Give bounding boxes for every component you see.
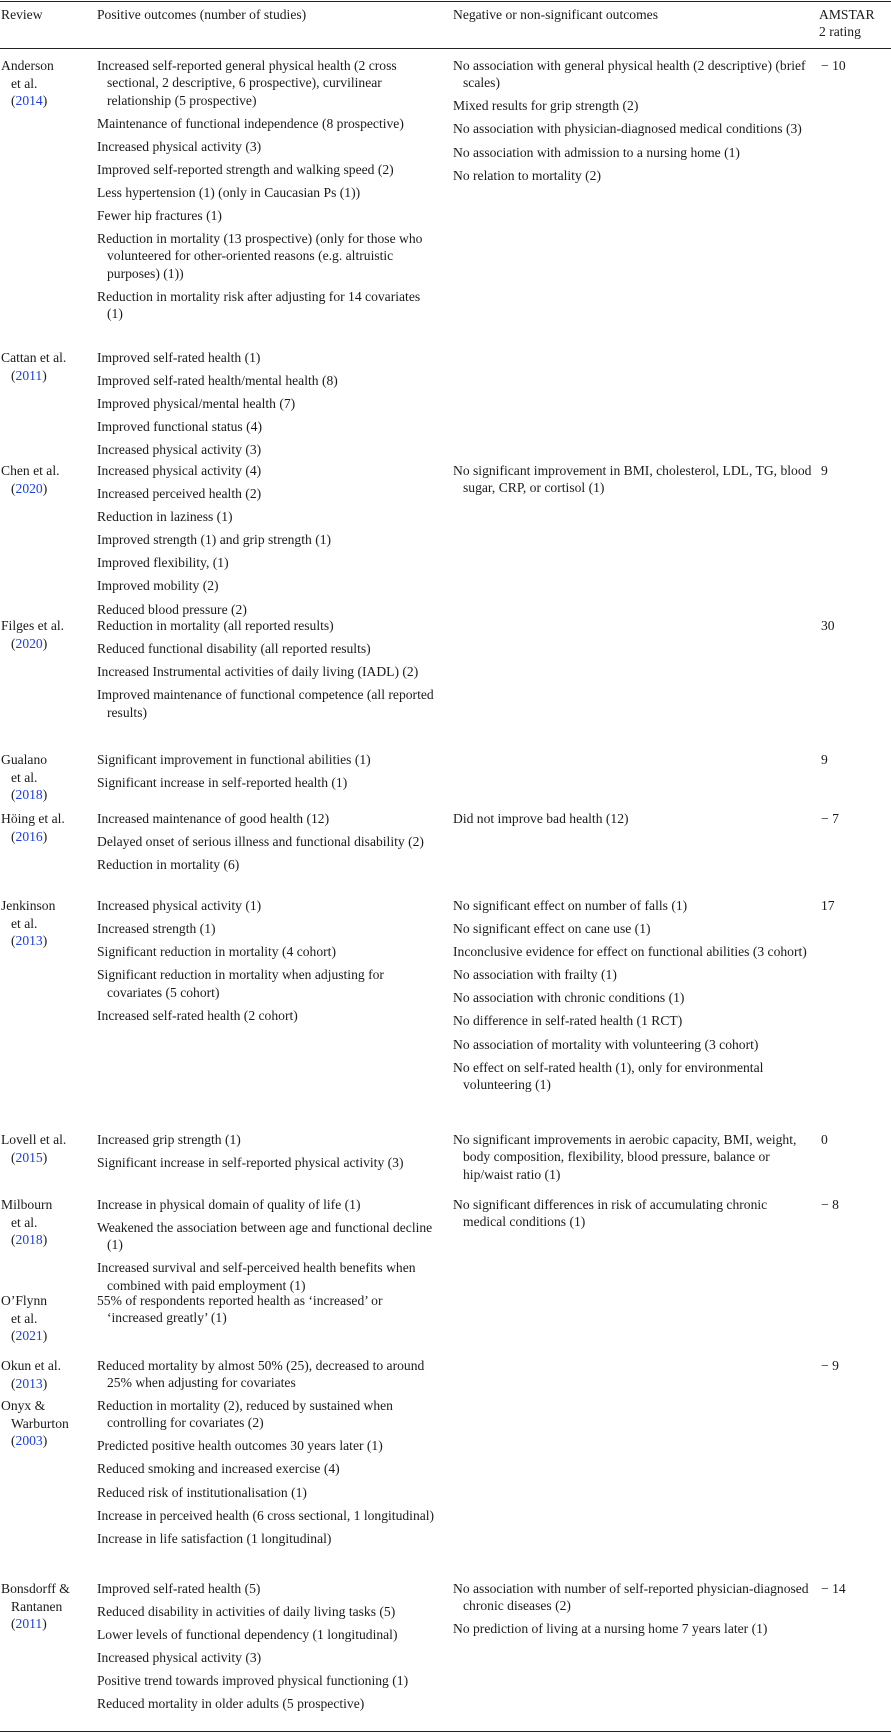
positive-outcomes-cell <box>97 57 437 322</box>
positive-outcomes-cell <box>97 1292 437 1327</box>
amstar-rating: − 8 <box>821 1197 839 1212</box>
review-cell <box>1 1580 89 1633</box>
review-cell <box>1 57 89 110</box>
positive-outcomes-cell <box>97 897 437 1024</box>
positive-outcome-item: Increased self-reported general physical health (2 cross sectional, 2 descriptive, 6 prospective), curvilinear relationship (5 prospective) <box>97 58 397 108</box>
positive-outcomes-cell <box>97 349 437 459</box>
table-bottom-rule <box>0 1731 891 1732</box>
header-review: Review <box>1 7 43 22</box>
positive-outcome-item: Less hypertension (1) (only in Caucasian Ps (1)) <box>97 184 361 200</box>
positive-outcome-item: Improved flexibility, (1) <box>97 555 229 571</box>
amstar-rating: 30 <box>821 618 835 633</box>
positive-outcome-item: Reduction in mortality (2), reduced by sustained when controlling for covariates (2) <box>97 1398 393 1431</box>
positive-outcome-item: Improved strength (1) and grip strength (1) <box>97 532 332 548</box>
positive-outcome-item: Increased physical activity (3) <box>97 442 262 458</box>
positive-outcome-item: Improved mobility (2) <box>97 578 219 594</box>
negative-outcome-item: No relation to mortality (2) <box>453 167 601 183</box>
positive-outcome-item: Lower levels of functional dependency (1 longitudinal) <box>97 1627 398 1643</box>
review-cell <box>1 1196 89 1249</box>
positive-outcomes-cell <box>97 751 437 791</box>
review-year: (2015) <box>11 1149 48 1165</box>
year-link[interactable]: 2014 <box>15 93 43 108</box>
review-year: (2018) <box>11 1232 48 1247</box>
positive-outcome-item: Reduced mortality in older adults (5 prospective) <box>97 1696 365 1712</box>
negative-outcome-item: No significant improvements in aerobic capacity, BMI, weight, body composition, flexibility, blood pressure, balance or hip/waist ratio (1) <box>453 1132 797 1182</box>
negative-outcome-item: No association with admission to a nursing home (1) <box>453 144 740 160</box>
review-year: (2020) <box>11 635 48 651</box>
positive-outcome-item: Increased survival and self-perceived health benefits when combined with paid employment (1) <box>97 1260 416 1293</box>
negative-outcome-item: No association with physician-diagnosed medical conditions (3) <box>453 121 802 137</box>
positive-outcome-item: Increased self-rated health (2 cohort) <box>97 1007 298 1023</box>
positive-outcome-item: Reduction in mortality (all reported results) <box>97 618 334 633</box>
review-year: (2011) <box>11 367 47 383</box>
year-link[interactable]: 2020 <box>15 635 43 651</box>
positive-outcome-item: Reduced blood pressure (2) <box>97 601 247 617</box>
positive-outcome-item: Reduced risk of institutionalisation (1) <box>97 1484 307 1500</box>
header-negative-outcomes: Negative or non-significant outcomes <box>453 7 658 22</box>
positive-outcomes-cell <box>97 1131 437 1171</box>
review-author-cont: et al. <box>11 1214 38 1230</box>
negative-outcome-item: No significant effect on cane use (1) <box>453 921 651 937</box>
positive-outcome-item: Increase in physical domain of quality of life (1) <box>97 1197 361 1212</box>
positive-outcome-item: Significant improvement in functional abilities (1) <box>97 752 371 767</box>
review-cell <box>1 617 89 652</box>
negative-outcome-item: No significant differences in risk of accumulating chronic medical conditions (1) <box>453 1197 768 1230</box>
amstar-rating: − 10 <box>821 58 846 73</box>
review-cell <box>1 1292 89 1345</box>
review-year: (2014) <box>11 93 48 108</box>
negative-outcome-item: No difference in self-rated health (1 RCT) <box>453 1013 683 1029</box>
review-author: Chen et al. <box>1 463 60 478</box>
review-cell <box>1 751 89 804</box>
positive-outcome-item: Significant increase in self-reported health (1) <box>97 775 348 791</box>
year-link[interactable]: 2016 <box>15 828 43 844</box>
amstar-rating: 9 <box>821 752 828 767</box>
review-author-cont: et al. <box>11 1310 38 1326</box>
year-link[interactable]: 2018 <box>15 1232 43 1247</box>
header-positive-outcomes: Positive outcomes (number of studies) <box>97 7 307 22</box>
positive-outcome-item: Reduced disability in activities of daily living tasks (5) <box>97 1604 396 1620</box>
positive-outcome-item: Weakened the association between age and functional decline (1) <box>97 1220 433 1253</box>
positive-outcomes-cell <box>97 617 437 721</box>
positive-outcome-item: Significant reduction in mortality when adjusting for covariates (5 cohort) <box>97 967 384 1000</box>
review-author: Bonsdorff & <box>1 1581 70 1596</box>
review-author-cont: Warburton <box>11 1415 69 1431</box>
year-link[interactable]: 2003 <box>15 1433 43 1448</box>
review-author-cont: et al. <box>11 769 38 785</box>
amstar-rating: − 7 <box>821 811 839 826</box>
review-author: Lovell et al. <box>1 1132 67 1147</box>
review-cell <box>1 1397 89 1450</box>
positive-outcome-item: Predicted positive health outcomes 30 years later (1) <box>97 1438 383 1454</box>
review-author-cont: Rantanen <box>11 1598 63 1614</box>
negative-outcomes-cell <box>453 810 813 827</box>
negative-outcome-item: No association with frailty (1) <box>453 967 617 983</box>
positive-outcome-item: Delayed onset of serious illness and functional disability (2) <box>97 834 424 850</box>
review-cell <box>1 349 89 384</box>
negative-outcome-item: No prediction of living at a nursing home 7 years later (1) <box>453 1621 768 1637</box>
positive-outcome-item: Increased physical activity (3) <box>97 1650 262 1666</box>
negative-outcome-item: No association with general physical health (2 descriptive) (brief scales) <box>453 58 806 91</box>
review-author: O’Flynn <box>1 1293 48 1308</box>
year-link[interactable]: 2013 <box>15 933 43 948</box>
positive-outcome-item: Significant reduction in mortality (4 cohort) <box>97 944 336 960</box>
positive-outcome-item: Reduction in mortality (13 prospective) (only for those who volunteered for other-oriented reasons (e.g. altruistic purposes) (1)) <box>97 231 423 281</box>
positive-outcomes-cell <box>97 810 437 873</box>
negative-outcome-item: No significant effect on number of falls (1) <box>453 898 688 913</box>
review-year: (2020) <box>11 480 48 496</box>
review-year: (2011) <box>11 1616 47 1631</box>
review-cell <box>1 897 89 950</box>
positive-outcome-item: Increased physical activity (3) <box>97 138 262 154</box>
positive-outcome-item: Improved maintenance of functional competence (all reported results) <box>97 687 434 720</box>
negative-outcome-item: Mixed results for grip strength (2) <box>453 98 639 114</box>
year-link[interactable]: 2011 <box>15 1616 43 1631</box>
year-link[interactable]: 2020 <box>15 480 43 496</box>
positive-outcome-item: Improved self-rated health (1) <box>97 350 261 365</box>
negative-outcomes-cell <box>453 1196 813 1231</box>
negative-outcome-item: No effect on self-rated health (1), only for environmental volunteering (1) <box>453 1059 764 1092</box>
positive-outcome-item: Maintenance of functional independence (8 prospective) <box>97 115 404 131</box>
positive-outcome-item: Reduction in laziness (1) <box>97 509 233 525</box>
review-year: (2013) <box>11 1375 48 1391</box>
positive-outcome-item: Increased perceived health (2) <box>97 486 262 502</box>
table-top-rule <box>0 1 891 2</box>
negative-outcomes-cell <box>453 1131 813 1183</box>
year-link[interactable]: 2018 <box>15 787 43 802</box>
year-link[interactable]: 2011 <box>15 367 43 383</box>
positive-outcome-item: Significant increase in self-reported physical activity (3) <box>97 1155 404 1171</box>
positive-outcome-item: Reduced mortality by almost 50% (25), decreased to around 25% when adjusting for covariates <box>97 1358 425 1391</box>
negative-outcomes-cell <box>453 462 813 497</box>
positive-outcomes-cell <box>97 1357 437 1392</box>
negative-outcome-item: No association of mortality with volunteering (3 cohort) <box>453 1036 759 1052</box>
negative-outcomes-cell <box>453 1580 813 1638</box>
review-author: Onyx & <box>1 1398 46 1413</box>
positive-outcome-item: Improved physical/mental health (7) <box>97 396 296 412</box>
review-year: (2013) <box>11 933 48 948</box>
review-year: (2003) <box>11 1433 48 1448</box>
positive-outcome-item: Increased physical activity (4) <box>97 463 262 478</box>
positive-outcomes-cell <box>97 462 437 618</box>
review-year: (2021) <box>11 1328 48 1343</box>
positive-outcome-item: Increased Instrumental activities of daily living (IADL) (2) <box>97 664 419 680</box>
review-author: Filges et al. <box>1 618 65 633</box>
review-author: Jenkinson <box>1 898 56 913</box>
review-cell <box>1 1131 89 1166</box>
positive-outcome-item: Improved self-rated health (5) <box>97 1581 261 1596</box>
year-link[interactable]: 2021 <box>15 1328 43 1343</box>
amstar-rating: − 9 <box>821 1358 839 1373</box>
review-author-cont: et al. <box>11 915 38 931</box>
review-cell <box>1 810 89 845</box>
negative-outcome-item: Inconclusive evidence for effect on functional abilities (3 cohort) <box>453 944 807 960</box>
positive-outcome-item: Increased maintenance of good health (12) <box>97 811 330 826</box>
positive-outcome-item: Increase in perceived health (6 cross sectional, 1 longitudinal) <box>97 1507 435 1523</box>
table-header-rule <box>0 48 891 49</box>
negative-outcome-item: No significant improvement in BMI, cholesterol, LDL, TG, blood sugar, CRP, or cortisol (1) <box>453 463 812 496</box>
positive-outcome-item: Reduced functional disability (all reported results) <box>97 641 371 657</box>
positive-outcome-item: Increase in life satisfaction (1 longitudinal) <box>97 1530 332 1546</box>
positive-outcome-item: Fewer hip fractures (1) <box>97 208 222 224</box>
positive-outcome-item: Increased grip strength (1) <box>97 1132 241 1147</box>
positive-outcomes-cell <box>97 1580 437 1713</box>
positive-outcomes-cell <box>97 1196 437 1294</box>
negative-outcomes-cell <box>453 897 813 1093</box>
review-year: (2016) <box>11 828 48 844</box>
amstar-rating: − 14 <box>821 1581 846 1596</box>
review-author-cont: et al. <box>11 75 38 91</box>
year-link[interactable]: 2013 <box>15 1375 43 1391</box>
positive-outcome-item: Positive trend towards improved physical functioning (1) <box>97 1673 409 1689</box>
header-amstar: AMSTAR 2 rating <box>819 7 875 39</box>
review-author: Okun et al. <box>1 1358 62 1373</box>
positive-outcomes-cell <box>97 1397 437 1547</box>
negative-outcome-item: Did not improve bad health (12) <box>453 811 629 826</box>
year-link[interactable]: 2015 <box>15 1149 43 1165</box>
positive-outcome-item: 55% of respondents reported health as ‘increased’ or ‘increased greatly’ (1) <box>97 1293 383 1326</box>
positive-outcome-item: Increased physical activity (1) <box>97 898 262 913</box>
positive-outcome-item: Reduced smoking and increased exercise (4) <box>97 1461 340 1477</box>
positive-outcome-item: Increased strength (1) <box>97 921 216 937</box>
review-cell <box>1 1357 89 1392</box>
review-author: Cattan et al. <box>1 350 67 365</box>
negative-outcome-item: No association with number of self-reported physician-diagnosed chronic diseases (2) <box>453 1581 809 1614</box>
amstar-rating: 9 <box>821 463 828 478</box>
review-author: Milbourn <box>1 1197 53 1212</box>
negative-outcome-item: No association with chronic conditions (1) <box>453 990 685 1006</box>
positive-outcome-item: Improved functional status (4) <box>97 419 262 435</box>
negative-outcomes-cell <box>453 57 813 184</box>
review-cell <box>1 462 89 497</box>
review-year: (2018) <box>11 787 48 802</box>
review-author: Gualano <box>1 752 48 767</box>
review-author: Höing et al. <box>1 811 65 826</box>
amstar-rating: 17 <box>821 898 835 913</box>
amstar-rating: 0 <box>821 1132 828 1147</box>
positive-outcome-item: Reduction in mortality (6) <box>97 857 240 873</box>
positive-outcome-item: Improved self-rated health/mental health (8) <box>97 373 338 389</box>
review-author: Anderson <box>1 58 54 73</box>
positive-outcome-item: Reduction in mortality risk after adjusting for 14 covariates (1) <box>97 288 421 322</box>
positive-outcome-item: Improved self-reported strength and walking speed (2) <box>97 161 394 177</box>
